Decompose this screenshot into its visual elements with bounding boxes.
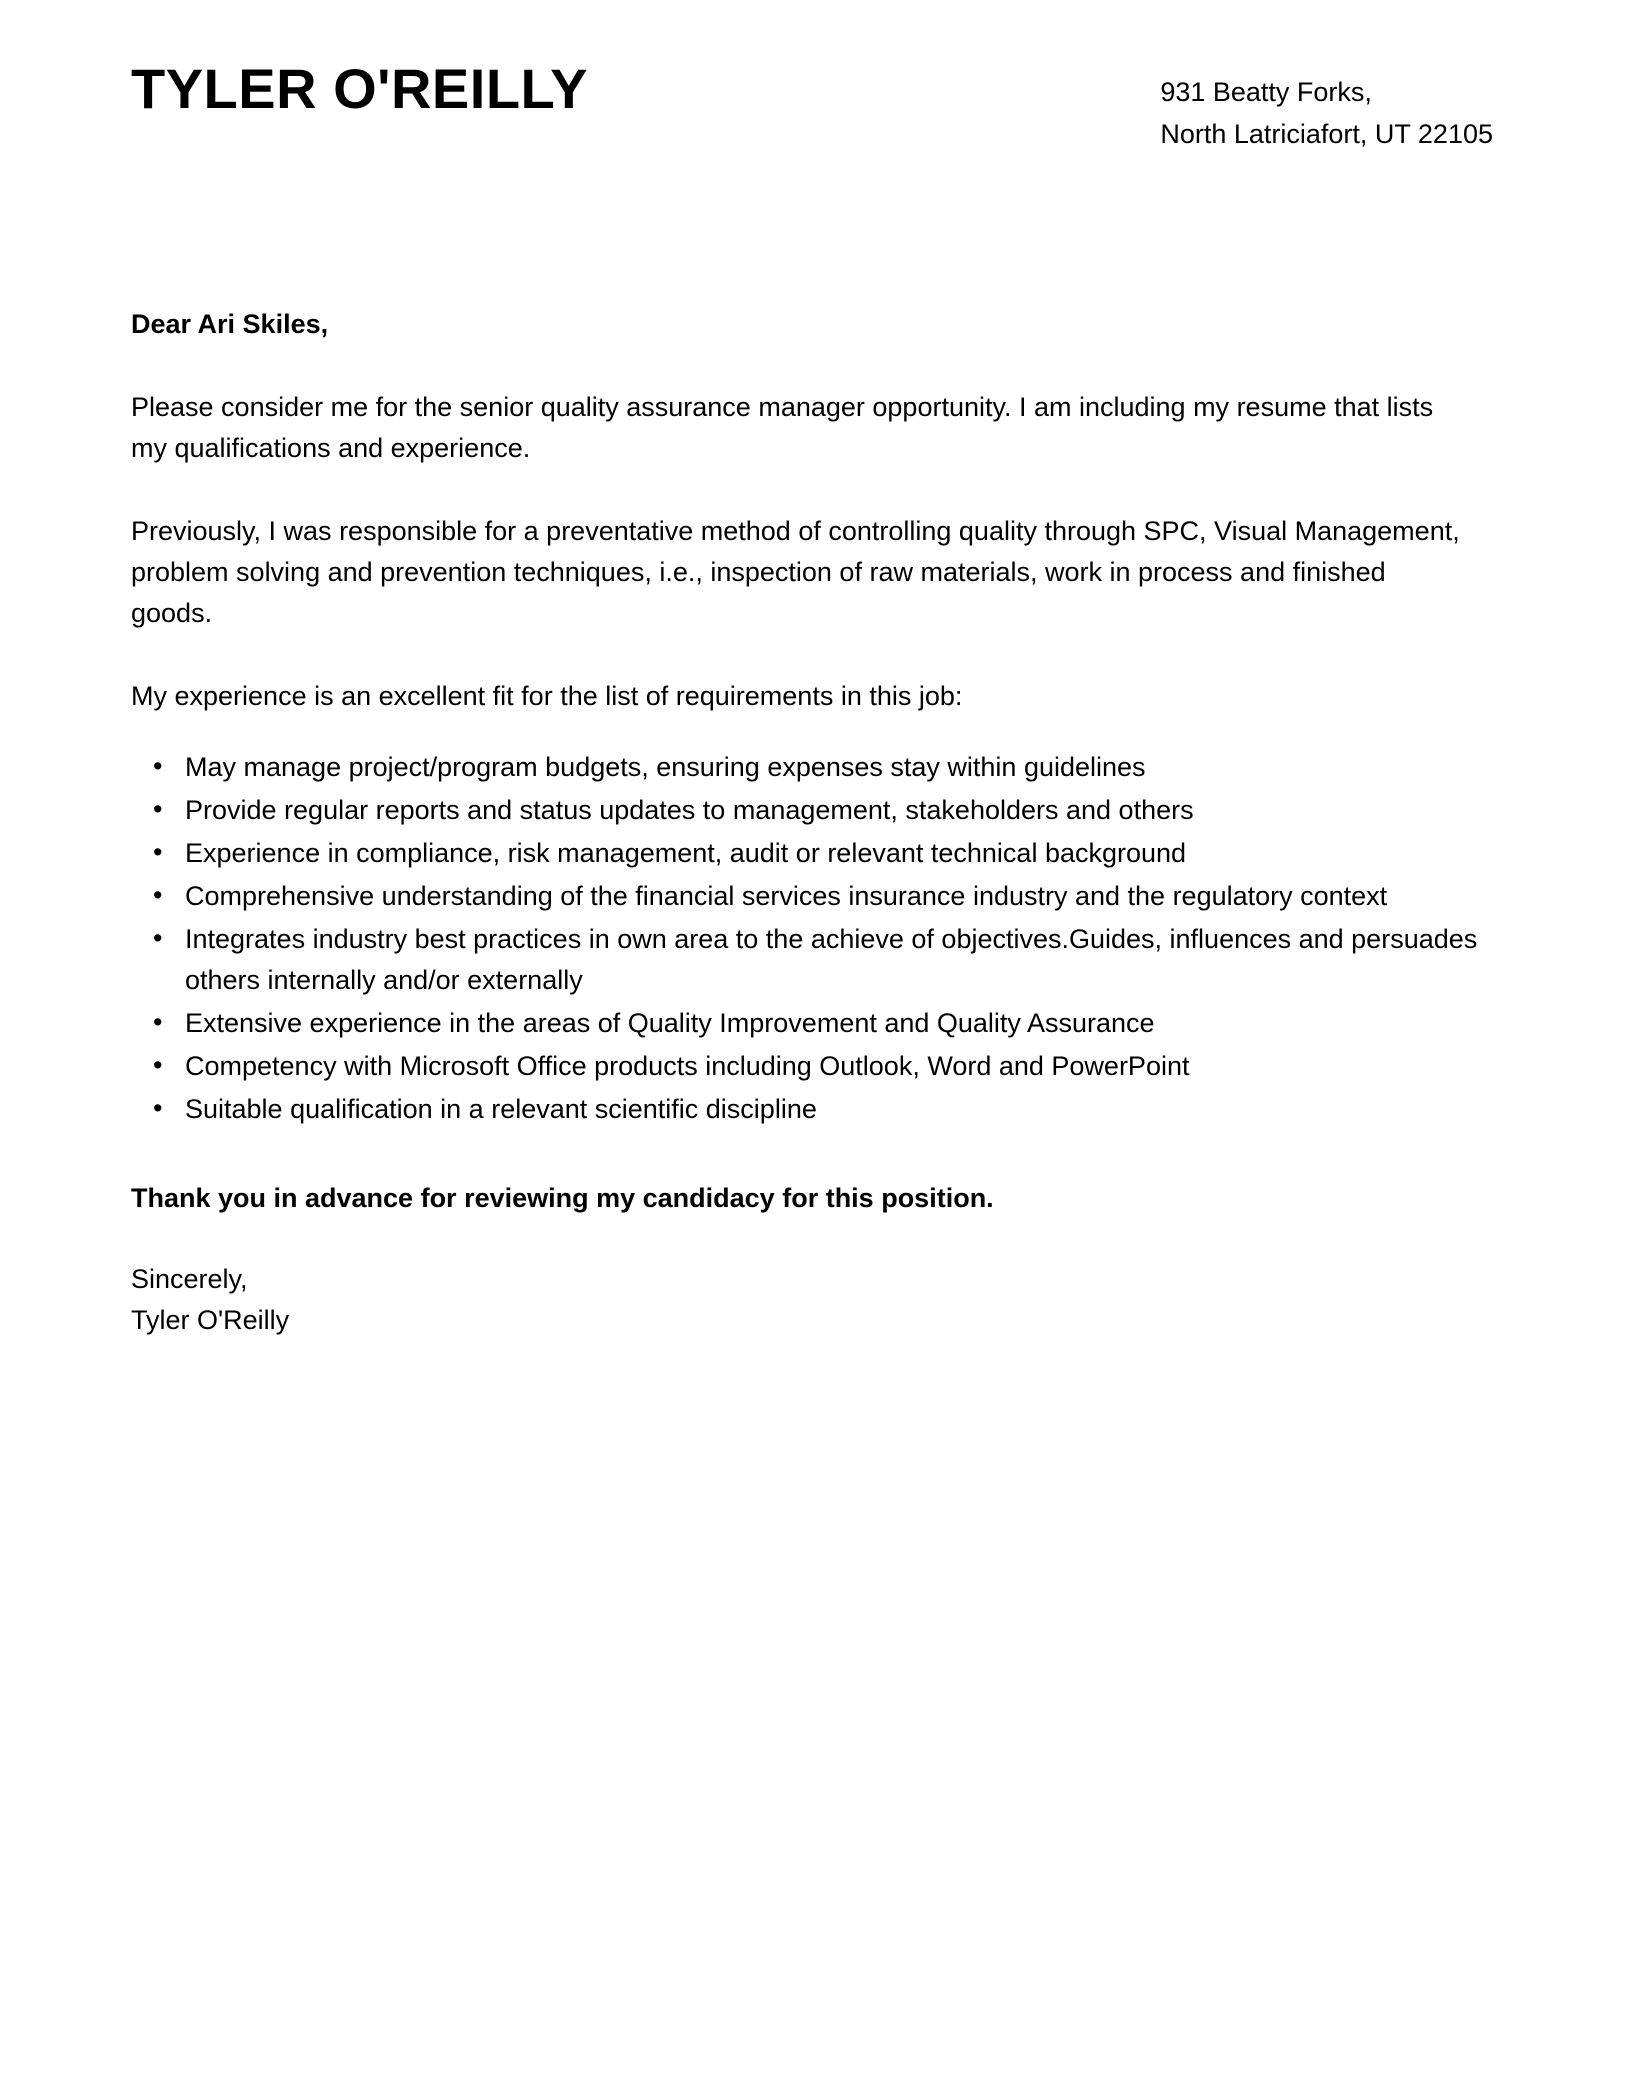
address-line-1: 931 Beatty Forks,: [1160, 77, 1372, 107]
salutation: Dear Ari Skiles,: [131, 308, 329, 339]
address-block: [1160, 58, 1501, 156]
signature-block: [131, 1259, 1501, 1341]
paragraph-opening: Please consider me for the senior quality assurance manager opportunity. I am including my resume that lists my qualifications and experience.: [131, 391, 1434, 463]
closing-statement: Thank you in advance for reviewing my candidacy for this position.: [131, 1183, 994, 1214]
list-item: • May manage project/program budgets, ensuring expenses stay within guidelines: [131, 747, 1501, 788]
name-block: [131, 58, 588, 120]
list-item: • Extensive experience in the areas of Quality Improvement and Quality Assurance: [131, 1003, 1501, 1044]
requirements-intro: My experience is an excellent fit for the list of requirements in this job:: [131, 680, 963, 711]
valediction: Sincerely,: [131, 1264, 248, 1295]
letter-header: [131, 0, 1501, 156]
letter-body: [131, 304, 1501, 1342]
list-item: • Provide regular reports and status updates to management, stakeholders and others: [131, 790, 1501, 831]
page-title: TYLER O'REILLY: [131, 57, 588, 120]
list-item: • Suitable qualification in a relevant scientific discipline: [131, 1089, 1501, 1130]
list-item: • Competency with Microsoft Office products including Outlook, Word and PowerPoint: [131, 1046, 1501, 1087]
list-item: • Experience in compliance, risk management, audit or relevant technical background: [131, 833, 1501, 874]
address-line-2: North Latriciafort, UT 22105: [1160, 118, 1493, 149]
requirements-list: [131, 747, 1501, 1130]
letter-content: [131, 0, 1501, 1341]
paragraph-experience: Previously, I was responsible for a preventative method of controlling quality through SPC, Visual Management, problem solving and prevention techniques, i.e., inspection of raw materials, work in process and finished goods.: [131, 515, 1460, 628]
signature-name: Tyler O'Reilly: [131, 1305, 290, 1336]
list-item: • Integrates industry best practices in own area to the achieve of objectives.Guides, influences and persuades others internally and/or externally: [131, 919, 1501, 1001]
list-item: • Comprehensive understanding of the financial services insurance industry and the regulatory context: [131, 876, 1501, 917]
